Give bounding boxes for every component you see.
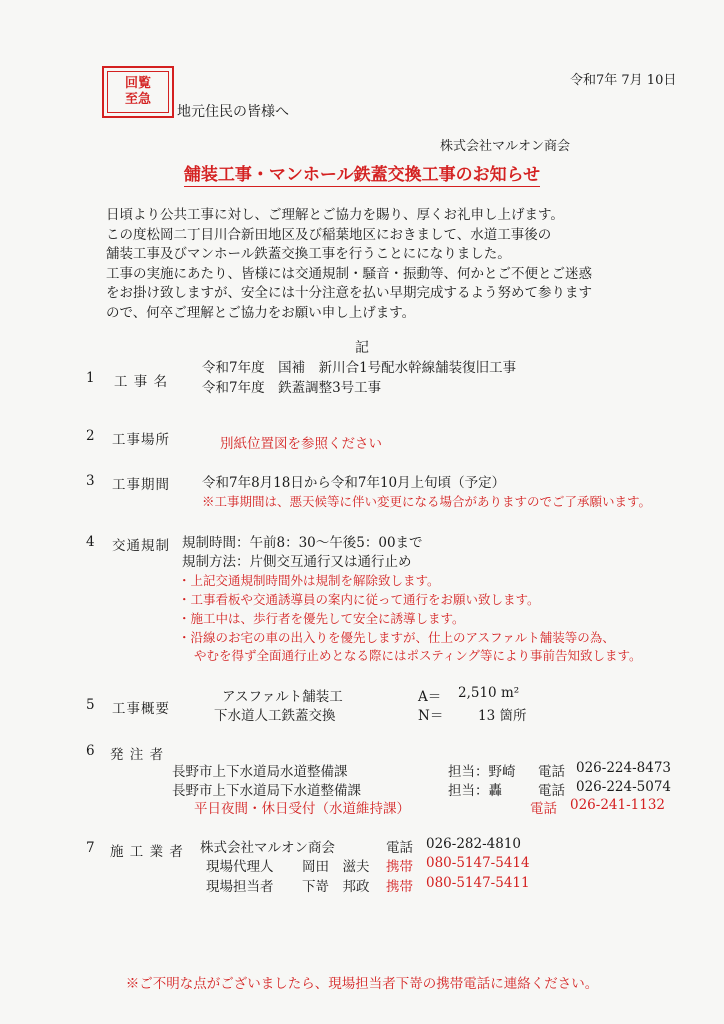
client-tel-label: 電話 <box>538 764 565 780</box>
intro-line: ので、何卒ご理解とご協力をお願い申し上げます。 <box>106 304 416 321</box>
urgent-circulation-stamp <box>102 66 174 118</box>
work-item-name: 下水道人工鉄蓋交換 <box>214 708 336 724</box>
staff-role: 現場代理人 <box>206 859 274 875</box>
work-item-quantity: 2,510 m² <box>458 685 520 701</box>
company-name: 株式会社マルオン商会 <box>440 139 571 154</box>
traffic-note: ・沿線のお宅の車の出入りを優先しますが、仕上のアスファルト舗装等の為、 <box>178 630 615 645</box>
regulation-method: 規制方法：片側交互通行又は通行止め <box>182 554 412 570</box>
mobile-label: 携帯 <box>386 859 413 875</box>
stamp-inner <box>107 71 169 113</box>
mobile-tel: 080-5147-5414 <box>426 855 530 871</box>
item-5-label: 工事概要 <box>112 701 170 717</box>
construction-period: 令和7年8月18日から令和7年10月上旬頃（予定） <box>202 475 506 491</box>
project-name-1: 令和7年度 国補 新川合1号配水幹線舗装復旧工事 <box>202 360 517 376</box>
client-tel-label: 電話 <box>538 783 565 799</box>
work-item-quantity: 13 箇所 <box>478 708 527 724</box>
contractor-tel: 026-282-4810 <box>426 836 522 852</box>
staff-name: 岡田 滋夫 <box>302 859 370 875</box>
item-3-number: 3 <box>86 473 95 489</box>
document-title-text: 舗装工事・マンホール鉄蓋交換工事のお知らせ <box>183 165 541 185</box>
client-tel: 026-224-5074 <box>576 779 672 795</box>
stamp-line-1: 回覧 <box>124 76 151 91</box>
ki-heading: 記 <box>355 340 369 356</box>
item-7-label: 施 工 業 者 <box>110 844 184 860</box>
intro-line: 舗装工事及びマンホール鉄蓋交換工事を行うことにになりました。 <box>106 246 511 262</box>
client-contact: 担当：轟 <box>448 783 502 799</box>
item-6-number: 6 <box>86 743 95 759</box>
staff-name: 下嵜 邦政 <box>302 879 370 895</box>
intro-line: 日頃より公共工事に対し、ご理解とご協力を賜り、厚くお礼申し上げます。 <box>106 207 564 223</box>
item-4-label: 交通規制 <box>112 538 170 554</box>
client-tel: 026-224-8473 <box>576 760 672 776</box>
night-tel-label: 電話 <box>530 801 557 817</box>
mobile-tel: 080-5147-5411 <box>426 875 530 891</box>
item-4-number: 4 <box>86 534 95 550</box>
client-contact: 担当：野崎 <box>448 764 516 780</box>
item-3-label: 工事期間 <box>112 477 170 493</box>
item-2-label: 工事場所 <box>112 432 170 448</box>
intro-line: 工事の実施にあたり、皆様には交通規制・騒音・振動等、何かとご不便とご迷惑 <box>106 265 592 282</box>
work-item-name: アスファルト舗装工 <box>222 689 343 705</box>
contractor-tel-label: 電話 <box>386 840 413 856</box>
item-6-label: 発 注 者 <box>110 747 165 763</box>
recipient: 地元住民の皆様へ <box>177 104 289 120</box>
traffic-note: やむを得ず全面通行止めとなる際にはポスティング等により事前告知致します。 <box>194 648 642 663</box>
contractor-name: 株式会社マルオン商会 <box>200 840 335 856</box>
traffic-note: ・上記交通規制時間外は規制を解除致します。 <box>178 573 440 588</box>
item-7-number: 7 <box>86 840 95 856</box>
night-holiday-desk: 平日夜間・休日受付（水道維持課） <box>194 801 410 817</box>
project-name-2: 令和7年度 鉄蓋調整3号工事 <box>202 380 382 396</box>
item-1-label: 工 事 名 <box>114 374 169 390</box>
regulation-time: 規制時間：午前8：30〜午後5：00まで <box>182 535 423 551</box>
traffic-note: ・施工中は、歩行者を優先して安全に誘導します。 <box>178 611 465 626</box>
staff-role: 現場担当者 <box>206 879 274 895</box>
footer-contact-note: ※ご不明な点がございましたら、現場担当者下嵜の携帯電話に連絡ください。 <box>125 976 599 992</box>
client-org: 長野市上下水道局下水道整備課 <box>172 783 361 799</box>
night-tel: 026-241-1132 <box>570 797 666 813</box>
document-title <box>0 160 724 185</box>
traffic-note: ・工事看板や交通誘導員の案内に従って通行をお願い致します。 <box>178 592 540 607</box>
item-1-number: 1 <box>86 370 95 386</box>
mobile-label: 携帯 <box>386 879 413 895</box>
item-2-number: 2 <box>86 428 95 444</box>
issue-date: 令和7年 7月 10日 <box>570 73 677 88</box>
client-org: 長野市上下水道局水道整備課 <box>172 764 348 780</box>
stamp-line-2: 至急 <box>124 92 151 107</box>
intro-line: この度松岡二丁目川合新田地区及び稲葉地区におきまして、水道工事後の <box>106 226 552 243</box>
work-item-symbol: A＝ <box>418 689 442 705</box>
site-location-value: 別紙位置図を参照ください <box>220 436 382 452</box>
intro-paragraph <box>106 206 592 323</box>
intro-line: をお掛け致しますが、安全には十分注意を払い早期完成するよう努めて参ります <box>106 285 592 301</box>
period-change-note: ※工事期間は、悪天候等に伴い変更になる場合がありますのでご了承願います。 <box>202 494 652 509</box>
work-item-symbol: N＝ <box>418 708 444 724</box>
item-5-number: 5 <box>86 697 95 713</box>
